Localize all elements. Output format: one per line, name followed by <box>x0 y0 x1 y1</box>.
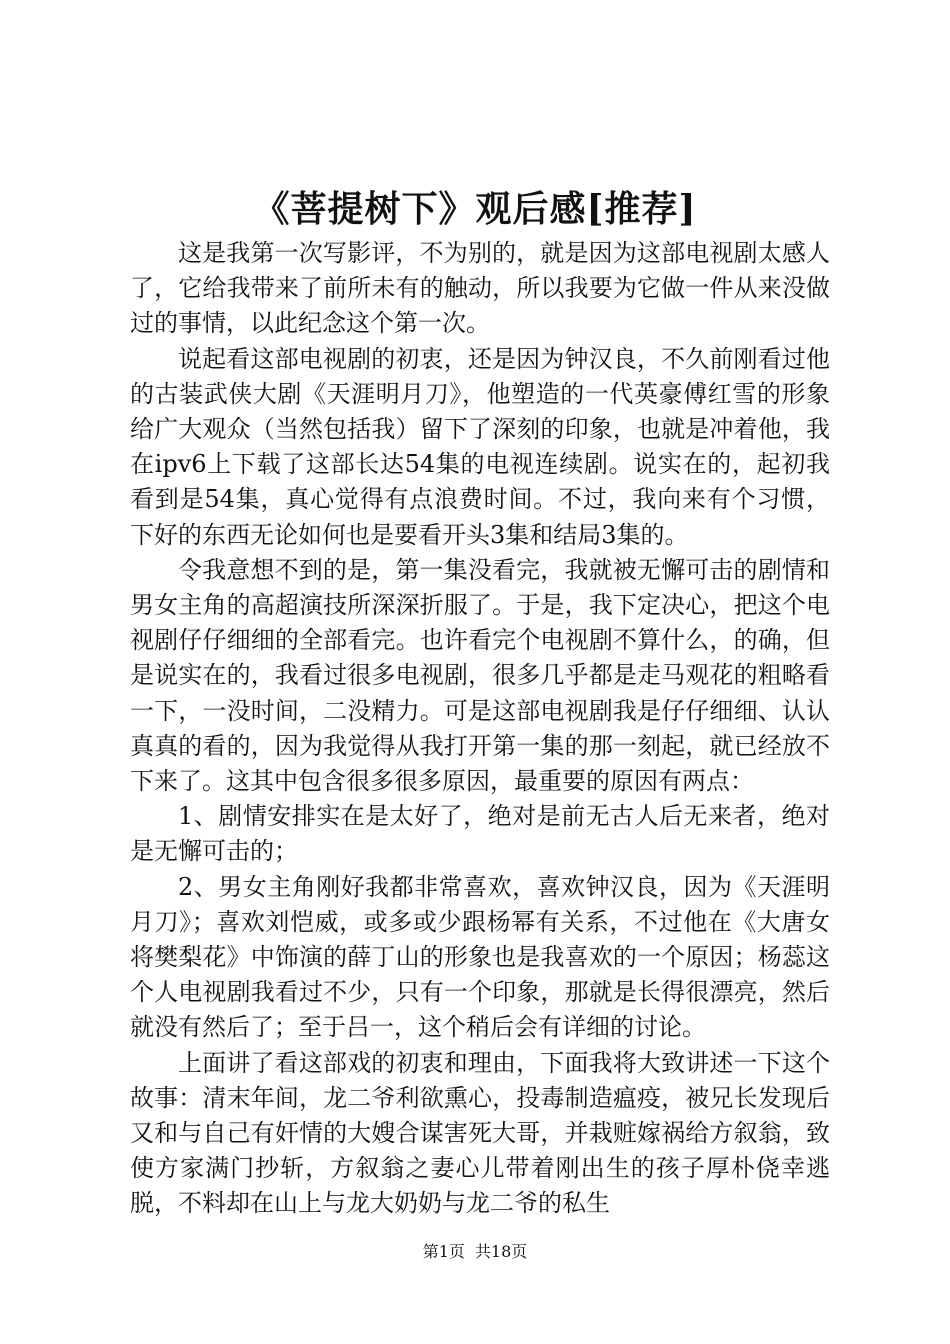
document-body <box>130 236 830 1222</box>
page-number: 第1页 <box>422 1242 465 1261</box>
paragraph-intro: 这是我第一次写影评，不为别的，就是因为这部电视剧太感人了，它给我带来了前所未有的触动，所以我要为它做一件从来没做过的事情，以此纪念这个第一次。 <box>130 239 830 338</box>
paragraph-story: 上面讲了看这部戏的初衷和理由，下面我将大致讲述一下这个故事：清末年间，龙二爷利欲熏心，投毒制造瘟疫，被兄长发现后又和与自己有奸情的大嫂合谋害死大哥，并栽赃嫁祸给方叙翁，致使方家满门抄斩，方叙翁之妻心儿带着刚出生的孩子厚朴侥幸逃脱，不料却在山上与龙大奶奶与龙二爷的私生 <box>130 1048 830 1218</box>
paragraph-first-impression: 令我意想不到的是，第一集没看完，我就被无懈可击的剧情和男女主角的高超演技所深深折服了。于是，我下定决心，把这个电视剧仔仔细细的全部看完。也许看完个电视剧不算什么，的确，但是说实在的，我看过很多电视剧，很多几乎都是走马观花的粗略看一下，一没时间，二没精力。可是这部电视剧我是仔仔细细、认认真真的看的，因为我觉得从我打开第一集的那一刻起，就已经放不下来了。这其中包含很多很多原因，最重要的原因有两点： <box>130 555 830 796</box>
paragraph-motivation: 说起看这部电视剧的初衷，还是因为钟汉良，不久前刚看过他的古装武侠大剧《天涯明月刀》，他塑造的一代英豪傅红雪的形象给广大观众（当然包括我）留下了深刻的印象，也就是冲着他，我在ipv6上下载了这部长达54集的电视连续剧。说实在的，起初我看到是54集，真心觉得有点浪费时间。不过，我向来有个习惯，下好的东西无论如何也是要看开头3集和结局3集的。 <box>130 344 830 549</box>
list-item-reason-1: 1、剧情安排实在是太好了，绝对是前无古人后无来者，绝对是无懈可击的； <box>130 802 830 866</box>
page-total: 共18页 <box>474 1242 528 1261</box>
page-footer <box>0 1241 950 1263</box>
list-item-reason-2: 2、男女主角刚好我都非常喜欢，喜欢钟汉良，因为《天涯明月刀》；喜欢刘恺威，或多或少跟杨幂有关系，不过他在《大唐女将樊梨花》中饰演的薛丁山的形象也是我喜欢的一个原因；杨蕊这个人电视剧我看过不少，只有一个印象，那就是长得很漂亮，然后就没有然后了；至于吕一，这个稍后会有详细的讨论。 <box>130 872 830 1042</box>
document-title: 《菩提树下》观后感[推荐] <box>253 188 697 230</box>
